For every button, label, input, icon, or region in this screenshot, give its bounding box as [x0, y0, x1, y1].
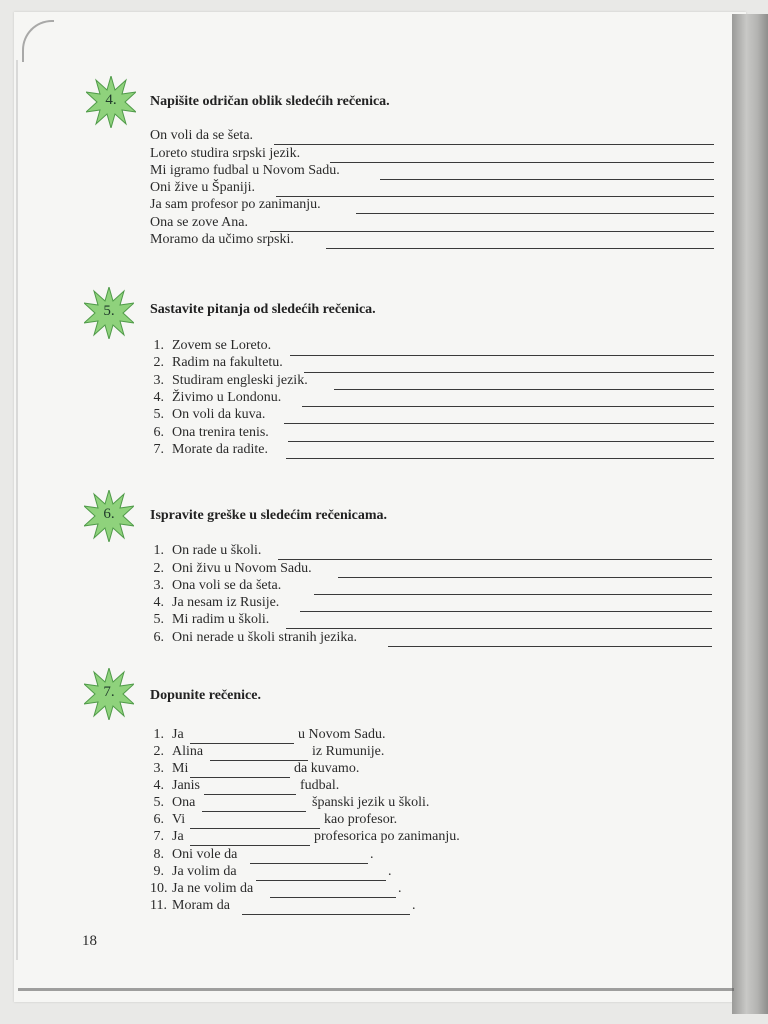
answer-line[interactable] — [302, 406, 714, 407]
exercise-item: 7. Morate da radite. — [153, 442, 269, 457]
item-text: Ona se zove Ana. — [150, 215, 248, 230]
item-text: On voli da se šeta. — [150, 128, 254, 143]
fill-item: 9. Ja volim da — [153, 864, 237, 879]
fill-blank[interactable] — [190, 828, 320, 829]
answer-line[interactable] — [338, 577, 712, 578]
answer-line[interactable] — [284, 423, 714, 424]
exercise-item: 5. Mi radim u školi. — [153, 612, 270, 627]
fill-blank[interactable] — [270, 897, 396, 898]
item-text: Oni žive u Španiji. — [150, 180, 255, 195]
exercise-item: 3. Studiram engleski jezik. — [153, 373, 308, 388]
answer-line[interactable] — [290, 355, 714, 356]
fill-item: 5. Ona — [153, 795, 196, 810]
exercise-item: 2. Oni živu u Novom Sadu. — [153, 561, 312, 576]
item-after: fudbal. — [300, 778, 340, 793]
item-after: . — [388, 864, 392, 879]
item-text: On voli da kuva. — [172, 407, 266, 422]
exercise-item: 1. On rade u školi. — [153, 543, 262, 558]
fill-blank[interactable] — [190, 743, 294, 744]
item-text: Oni živu u Novom Sadu. — [172, 561, 312, 576]
item-text: Ona trenira tenis. — [172, 425, 269, 440]
exercise-heading: Dopunite rečenice. — [150, 688, 261, 703]
fill-item: 10. Ja ne volim da — [150, 881, 254, 896]
exercise-number: 7. — [103, 684, 115, 700]
exercise-item: 6. Ona trenira tenis. — [153, 425, 269, 440]
exercise-item — [150, 215, 248, 232]
item-after: kao profesor. — [324, 812, 398, 827]
item-text: On rade u školi. — [172, 543, 262, 558]
exercise-item: 4. Živimo u Londonu. — [153, 390, 282, 405]
item-text: Ja sam profesor po zanimanju. — [150, 197, 321, 212]
exercise-heading: Ispravite greške u sledećim rečenicama. — [150, 508, 388, 523]
fill-item: 1. Ja — [153, 727, 184, 742]
fill-item: 6. Vi — [153, 812, 186, 827]
exercise-item: 5. On voli da kuva. — [153, 407, 266, 422]
fill-blank[interactable] — [242, 914, 410, 915]
answer-line[interactable] — [330, 162, 714, 163]
item-text: Morate da radite. — [172, 442, 269, 457]
answer-line[interactable] — [326, 248, 714, 249]
answer-line[interactable] — [300, 611, 712, 612]
exercise-badge-7 — [84, 668, 134, 720]
item-after: u Novom Sadu. — [298, 727, 386, 742]
page-edge — [16, 60, 18, 960]
answer-line[interactable] — [380, 179, 714, 180]
item-text: Studiram engleski jezik. — [172, 373, 308, 388]
item-text: Moramo da učimo srpski. — [150, 232, 294, 247]
fill-item: 3. Mi — [153, 761, 189, 776]
exercise-badge-6 — [84, 490, 134, 542]
answer-line[interactable] — [286, 458, 714, 459]
exercise-badge-5 — [84, 287, 134, 339]
item-text: Radim na fakultetu. — [172, 355, 283, 370]
fill-item: 7. Ja — [153, 829, 184, 844]
item-text: Ona voli se da šeta. — [172, 578, 282, 593]
item-after: . — [398, 881, 402, 896]
exercise-item — [150, 232, 294, 249]
item-text: Ja nesam iz Rusije. — [172, 595, 280, 610]
exercise-item: 3. Ona voli se da šeta. — [153, 578, 282, 593]
item-text: Zovem se Loreto. — [172, 338, 272, 353]
exercise-number: 5. — [103, 303, 115, 319]
answer-line[interactable] — [314, 594, 712, 595]
exercise-number: 4. — [105, 92, 117, 108]
exercise-heading: Sastavite pitanja od sledećih rečenica. — [150, 302, 376, 317]
answer-line[interactable] — [270, 231, 714, 232]
item-after: profesorica po zanimanju. — [314, 829, 460, 844]
exercise-badge-4 — [86, 76, 136, 128]
item-after: . — [412, 898, 416, 913]
item-text: Živimo u Londonu. — [172, 390, 282, 405]
exercise-number: 6. — [103, 506, 115, 522]
fill-blank[interactable] — [202, 811, 306, 812]
exercise-item: 6. Oni nerade u školi stranih jezika. — [153, 630, 358, 645]
exercise-item: 2. Radim na fakultetu. — [153, 355, 283, 370]
fill-item: 11. Moram da — [150, 898, 230, 913]
exercise-item: 1. Zovem se Loreto. — [153, 338, 272, 353]
item-after: iz Rumunije. — [312, 744, 385, 759]
fill-blank[interactable] — [250, 863, 368, 864]
exercise-item: 4. Ja nesam iz Rusije. — [153, 595, 280, 610]
answer-line[interactable] — [356, 213, 714, 214]
item-after: da kuvamo. — [294, 761, 360, 776]
fill-blank[interactable] — [256, 880, 386, 881]
answer-line[interactable] — [288, 441, 714, 442]
fill-item: 8. Oni vole da — [153, 847, 238, 862]
book-spine-shadow — [732, 14, 768, 1014]
fill-item: 2. Alina — [153, 744, 204, 759]
item-text: Mi radim u školi. — [172, 612, 270, 627]
exercise-item — [150, 163, 340, 180]
exercise-item — [150, 128, 253, 145]
answer-line[interactable] — [278, 559, 712, 560]
exercise-item — [150, 197, 321, 214]
answer-line[interactable] — [276, 196, 714, 197]
exercise-heading: Napišite odričan oblik sledećih rečenica. — [150, 94, 390, 109]
item-text: Mi igramo fudbal u Novom Sadu. — [150, 163, 340, 178]
answer-line[interactable] — [274, 144, 714, 145]
item-text: Oni nerade u školi stranih jezika. — [172, 630, 358, 645]
fill-blank[interactable] — [190, 777, 290, 778]
answer-line[interactable] — [304, 372, 714, 373]
answer-line[interactable] — [388, 646, 712, 647]
exercise-item — [150, 146, 300, 163]
page-bottom-edge — [18, 988, 734, 991]
fill-blank[interactable] — [204, 794, 296, 795]
page-number: 18 — [82, 933, 97, 949]
answer-line[interactable] — [286, 628, 712, 629]
item-after: španski jezik u školi. — [312, 795, 430, 810]
fill-item: 4. Janis — [153, 778, 200, 793]
exercise-item — [150, 180, 255, 197]
fill-blank[interactable] — [190, 845, 310, 846]
answer-line[interactable] — [334, 389, 714, 390]
item-text: Loreto studira srpski jezik. — [150, 146, 301, 161]
item-after: . — [370, 847, 374, 862]
